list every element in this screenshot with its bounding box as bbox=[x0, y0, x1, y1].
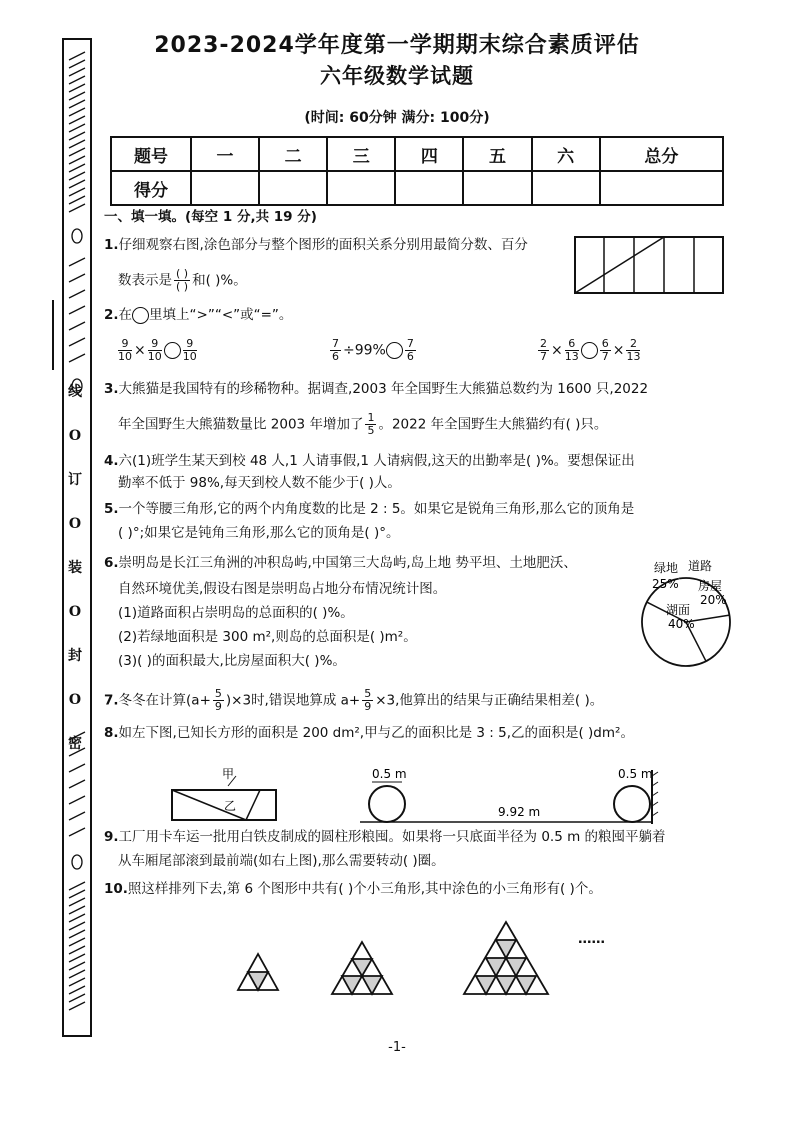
pie-pct-house: 20% bbox=[700, 593, 727, 607]
score-input[interactable] bbox=[191, 171, 259, 205]
radius-label: 0.5 m bbox=[618, 767, 653, 781]
pie-label-house: 房屋 bbox=[698, 579, 723, 593]
question-text: 如左下图,已知长方形的面积是 200 dm²,甲与乙的面积比是 3 : 5,乙的面积是( )dm²。 bbox=[118, 725, 634, 741]
binding-labels bbox=[62, 370, 88, 766]
question-number: 7. bbox=[104, 692, 119, 709]
binding-char: O bbox=[68, 692, 82, 708]
score-input[interactable] bbox=[327, 171, 395, 205]
q10-triangle-pattern bbox=[230, 920, 560, 1002]
answer-circle[interactable] bbox=[164, 342, 181, 359]
question-number: 3. bbox=[104, 381, 119, 397]
binding-char: 封 bbox=[68, 648, 82, 664]
question-number: 6. bbox=[104, 555, 119, 571]
continuation-dots: …… bbox=[578, 931, 605, 947]
binding-char: O bbox=[68, 428, 82, 444]
score-input[interactable] bbox=[463, 171, 531, 205]
question-number: 2. bbox=[104, 307, 119, 323]
score-cell: 五 bbox=[463, 137, 531, 171]
question-6-line1 bbox=[104, 554, 577, 572]
score-input[interactable] bbox=[600, 171, 723, 205]
pie-label-lake: 湖面 bbox=[666, 603, 691, 617]
score-cell: 总分 bbox=[600, 137, 723, 171]
score-cell: 四 bbox=[395, 137, 463, 171]
label-jia: 甲 bbox=[222, 767, 235, 781]
section-heading: 一、填一填。(每空 1 分,共 19 分) bbox=[104, 209, 317, 225]
question-8 bbox=[104, 724, 634, 742]
score-input[interactable] bbox=[395, 171, 463, 205]
pie-pct-lake: 40% bbox=[668, 617, 695, 631]
question-6-sub3: (3)( )的面积最大,比房屋面积大( )%。 bbox=[118, 653, 346, 669]
question-5-line1 bbox=[104, 500, 634, 518]
question-9-line1 bbox=[104, 828, 666, 846]
land-pie-chart bbox=[636, 556, 736, 668]
question-2 bbox=[104, 306, 292, 324]
q2-expression-1: $\frac{9}{10}$ × $\frac{9}{10}$ $\frac{9}{10}$ bbox=[118, 337, 197, 363]
q2-expression-2: $\frac{7}{6}$ ÷99% $\frac{7}{6}$ bbox=[332, 337, 414, 363]
score-table-score-row bbox=[111, 171, 723, 205]
score-table bbox=[110, 136, 724, 206]
question-number: 8. bbox=[104, 725, 119, 741]
binding-char: O bbox=[68, 604, 82, 620]
question-text: 工厂用卡车运一批用白铁皮制成的圆柱形粮囤。如果将一只底面半径为 0.5 m 的粮囤平躺着 bbox=[118, 829, 666, 845]
binding-char: 装 bbox=[68, 560, 82, 576]
pie-label-road: 道路 bbox=[688, 559, 713, 573]
question-number: 1. bbox=[104, 237, 119, 253]
question-7: 7.冬冬在计算(a+ $\frac{5}{9}$ )×3时,错误地算成 a+ $\frac{5}{9}$ ×3,他算出的结果与正确结果相差( )。 bbox=[104, 687, 604, 713]
pie-label-green: 绿地 bbox=[654, 561, 679, 575]
question-1-line2 bbox=[118, 268, 247, 293]
question-text: 照这样排列下去,第 6 个图形中共有( )个小三角形,其中涂色的小三角形有( )个。 bbox=[127, 881, 602, 897]
score-cell: 题号 bbox=[111, 137, 191, 171]
question-text: 大熊猫是我国特有的珍稀物种。据调查,2003 年全国野生大熊猫总数约为 1600 只,2022 bbox=[118, 381, 649, 397]
binding-char: 订 bbox=[68, 472, 82, 488]
q2-expression-3: $\frac{2}{7}$ × $\frac{6}{13}$ $\frac{6}{7}$ × $\frac{2}{13}$ bbox=[540, 337, 641, 363]
binding-char: 线 bbox=[68, 384, 82, 400]
question-6-line2: 自然环境优美,假设右图是崇明岛占地分布情况统计图。 bbox=[118, 581, 447, 597]
question-text: 里填上“>”“<”或“=”。 bbox=[149, 307, 293, 323]
question-1-line1 bbox=[104, 236, 528, 254]
question-5-line2: ( )°;如果它是钝角三角形,那么它的顶角是( )°。 bbox=[118, 525, 400, 541]
question-4-line1 bbox=[104, 452, 635, 470]
question-6-sub1: (1)道路面积占崇明岛的总面积的( )%。 bbox=[118, 605, 354, 621]
answer-circle[interactable] bbox=[386, 342, 403, 359]
question-text: 崇明岛是长江三角洲的冲积岛屿,中国第三大岛屿,岛上地 势平坦、土地肥沃、 bbox=[118, 555, 577, 571]
question-3-line2: 年全国野生大熊猫数量比 2003 年增加了 $\frac{1}{5}$ 。2022 年全国野生大熊猫约有( )只。 bbox=[118, 411, 608, 437]
distance-label: 9.92 m bbox=[498, 805, 541, 819]
answer-circle[interactable] bbox=[581, 342, 598, 359]
question-text: 一个等腰三角形,它的两个内角度数的比是 2 : 5。如果它是锐角三角形,那么它的顶角是 bbox=[118, 501, 635, 517]
question-number: 4. bbox=[104, 453, 119, 469]
page-number: -1- bbox=[388, 1040, 406, 1055]
question-6-sub2: (2)若绿地面积是 300 m²,则岛的总面积是( )m²。 bbox=[118, 629, 417, 645]
question-4-line2: 勤率不低于 98%,每天到校人数不能少于( )人。 bbox=[118, 475, 401, 491]
question-text: 六(1)班学生某天到校 48 人,1 人请事假,1 人请病假,这天的出勤率是( )%。要想保证出 bbox=[118, 453, 635, 469]
pie-pct-green: 25% bbox=[652, 577, 679, 591]
question-number: 9. bbox=[104, 829, 119, 845]
score-input[interactable] bbox=[532, 171, 600, 205]
q1-figure bbox=[574, 236, 724, 294]
question-text: 在 bbox=[118, 307, 133, 323]
question-10 bbox=[104, 880, 602, 898]
compare-circle-icon bbox=[132, 307, 149, 324]
question-9-line2: 从车厢尾部滚到最前端(如右上图),那么需要转动( )圈。 bbox=[118, 853, 445, 869]
score-table-header-row bbox=[111, 137, 723, 171]
binding-mark bbox=[52, 300, 54, 370]
question-number: 10. bbox=[104, 881, 128, 897]
question-text: 和( )%。 bbox=[192, 272, 247, 289]
label-yi: 乙 bbox=[224, 799, 237, 813]
question-number: 5. bbox=[104, 501, 119, 517]
score-input[interactable] bbox=[259, 171, 327, 205]
score-cell: 三 bbox=[327, 137, 395, 171]
binding-char: 密 bbox=[68, 736, 82, 752]
exam-meta: (时间: 60分钟 满分: 100分) bbox=[304, 110, 490, 126]
radius-label: 0.5 m bbox=[372, 767, 407, 781]
score-cell: 一 bbox=[191, 137, 259, 171]
exam-subtitle: 六年级数学试题 bbox=[320, 64, 474, 88]
score-cell: 得分 bbox=[111, 171, 191, 205]
exam-title: 2023-2024学年度第一学期期末综合素质评估 bbox=[154, 33, 640, 58]
score-cell: 六 bbox=[532, 137, 600, 171]
binding-char: O bbox=[68, 516, 82, 532]
question-3-line1 bbox=[104, 380, 648, 398]
question-text: 数表示是 bbox=[118, 272, 172, 289]
answer-fraction[interactable]: $\frac{( )}{( )}$ bbox=[176, 267, 189, 293]
question-text: 仔细观察右图,涂色部分与整个图形的面积关系分别用最简分数、百分 bbox=[118, 237, 528, 253]
q9-rolling-figure bbox=[360, 760, 670, 830]
q8-rectangle-figure bbox=[170, 766, 280, 826]
score-cell: 二 bbox=[259, 137, 327, 171]
